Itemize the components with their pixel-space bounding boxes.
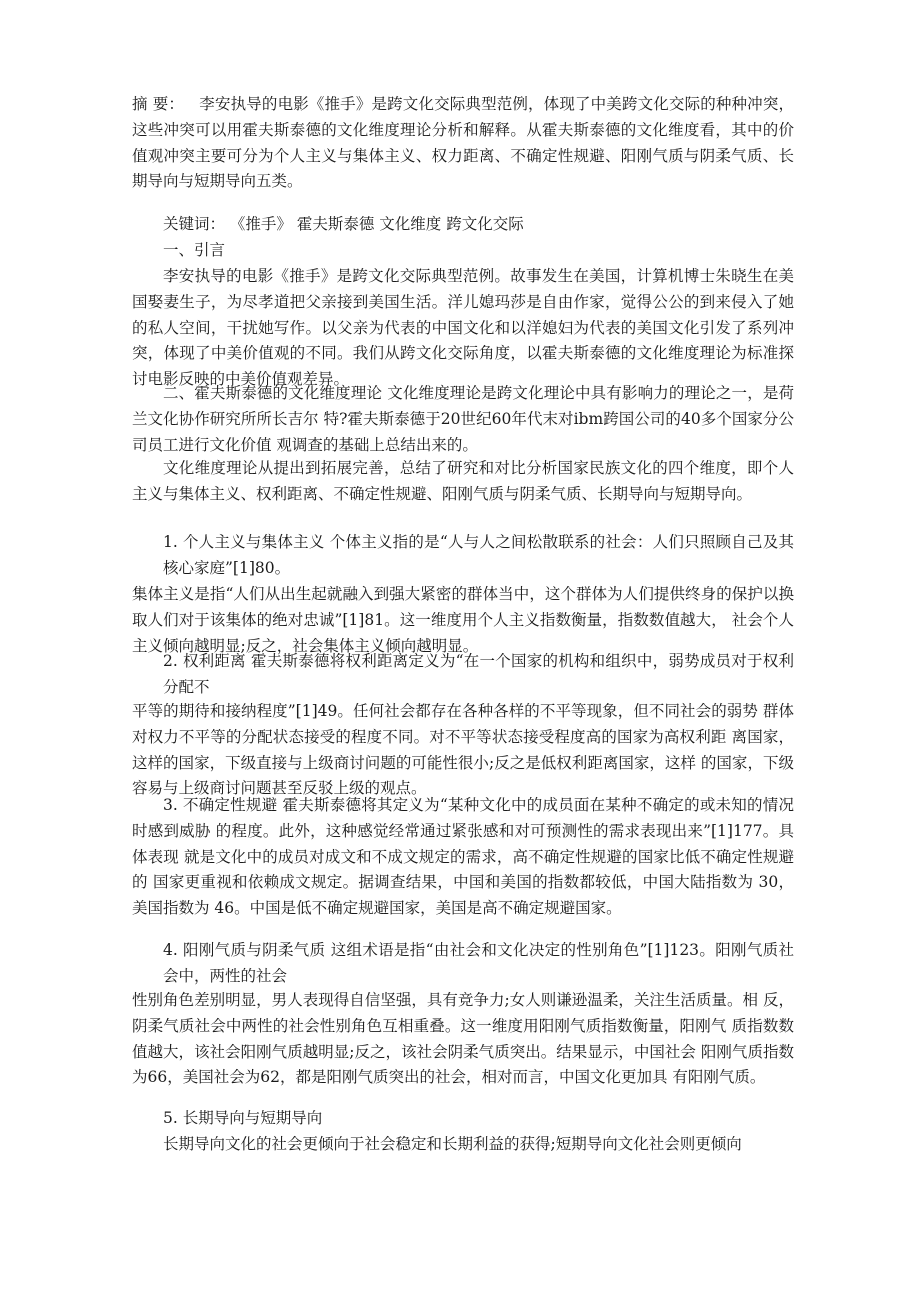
item-long-term-heading: 5. 长期导向与短期导向: [163, 1109, 323, 1127]
abstract-paragraph: [132, 92, 794, 195]
item-individualism-heading: 1. 个人主义与集体主义 个体主义指的是“人与人之间松散联系的社会：人们只照顾自己及其核心家庭”[1]80。: [163, 533, 794, 577]
item-individualism-body: 集体主义是指“人们从出生起就融入到强大紧密的群体当中，这个群体为人们提供终身的保护以换取人们对于该集体的绝对忠诚”[1]81。这一维度用个人主义指数衡量，指数数值越大， 社会个人主义倾向越明显;反之，社会集体主义倾向越明显。: [132, 585, 794, 655]
item-long-term-body: 长期导向文化的社会更倾向于社会稳定和长期利益的获得;短期导向文化社会则更倾向: [163, 1135, 742, 1153]
abstract-label: 摘 要：: [132, 95, 185, 113]
theory-paragraph: 二、霍夫斯泰德的文化维度理论 文化维度理论是跨文化理论中具有影响力的理论之一，是荷兰文化协作研究所所长吉尔 特?霍夫斯泰德于20世纪60年代末对ibm跨国公司的40多个国家分公司员工进行文化价值 观调查的基础上总结出来的。: [132, 384, 794, 454]
introduction-paragraph: 李安执导的电影《推手》是跨文化交际典型范例。故事发生在美国，计算机博士朱晓生在美国娶妻生子，为尽孝道把父亲接到美国生活。洋儿媳玛莎是自由作家，觉得公公的到来侵入了她的私人空间，干扰她写作。以父亲为代表的中国文化和以洋媳妇为代表的美国文化引发了系列冲突，体现了中美价值观的不同。我们从跨文化交际角度，以霍夫斯泰德的文化维度理论为标准探讨电影反映的中美价值观差异。: [132, 267, 794, 389]
item-masculinity-heading: 4. 阳刚气质与阴柔气质 这组术语是指“由社会和文化决定的性别角色”[1]123。阳刚气质社会中，两性的社会: [163, 941, 794, 985]
item-power-distance-heading: 2. 权利距离 霍夫斯泰德将权利距离定义为“在一个国家的机构和组织中，弱势成员对于权利分配不: [163, 652, 794, 696]
dimensions-paragraph: 文化维度理论从提出到拓展完善，总结了研究和对比分析国家民族文化的四个维度，即个人主义与集体主义、权利距离、不确定性规避、阳刚气质与阴柔气质、长期导向与短期导向。: [132, 459, 794, 503]
item-power-distance-body: 平等的期待和接纳程度”[1]49。任何社会都存在各种各样的不平等现象，但不同社会的弱势 群体对权力不平等的分配状态接受的程度不同。对不平等状态接受程度高的国家为高权利距 离国家，这样的国家，下级直接与上级商讨问题的可能性很小;反之是低权利距离国家，这样 的国家，下级容易与上级商讨问题甚至反驳上级的观点。: [132, 702, 794, 798]
keywords-line: 关键词： 《推手》 霍夫斯泰德 文化维度 跨文化交际: [163, 215, 524, 233]
item-masculinity-body: 性别角色差别明显，男人表现得自信坚强，具有竞争力;女人则谦逊温柔，关注生活质量。相 反，阴柔气质社会中两性的社会性别角色互相重叠。这一维度用阳刚气质指数衡量，阳刚气 质指数数值越大，该社会阳刚气质越明显;反之，该社会阴柔气质突出。结果显示，中国社会 阳刚气质指数为66，美国社会为62，都是阳刚气质突出的社会，相对而言，中国文化更加具 有阳刚气质。: [132, 991, 794, 1087]
abstract-text: 李安执导的电影《推手》是跨文化交际典型范例，体现了中美跨文化交际的种种冲突，这些冲突可以用霍夫斯泰德的文化维度理论分析和解释。从霍夫斯泰德的文化维度看，其中的价值观冲突主要可分为个人主义与集体主义、权力距离、不确定性规避、阳刚气质与阴柔气质、长期导向与短期导向五类。: [132, 95, 794, 191]
section-heading-introduction: 一、引言: [163, 241, 226, 259]
item-uncertainty-avoidance: 3. 不确定性规避 霍夫斯泰德将其定义为“某种文化中的成员面在某种不确定的或未知的情况时感到威胁 的程度。此外，这种感觉经常通过紧张感和对可预测性的需求表现出来”[1]177。具体表现 就是文化中的成员对成文和不成文规定的需求，高不确定性规避的国家比低不确定性规避的 国家更重视和依赖成文规定。据调查结果，中国和美国的指数都较低，中国大陆指数为 30， 美国指数为 46。中国是低不确定规避国家，美国是高不确定规避国家。: [132, 796, 794, 918]
